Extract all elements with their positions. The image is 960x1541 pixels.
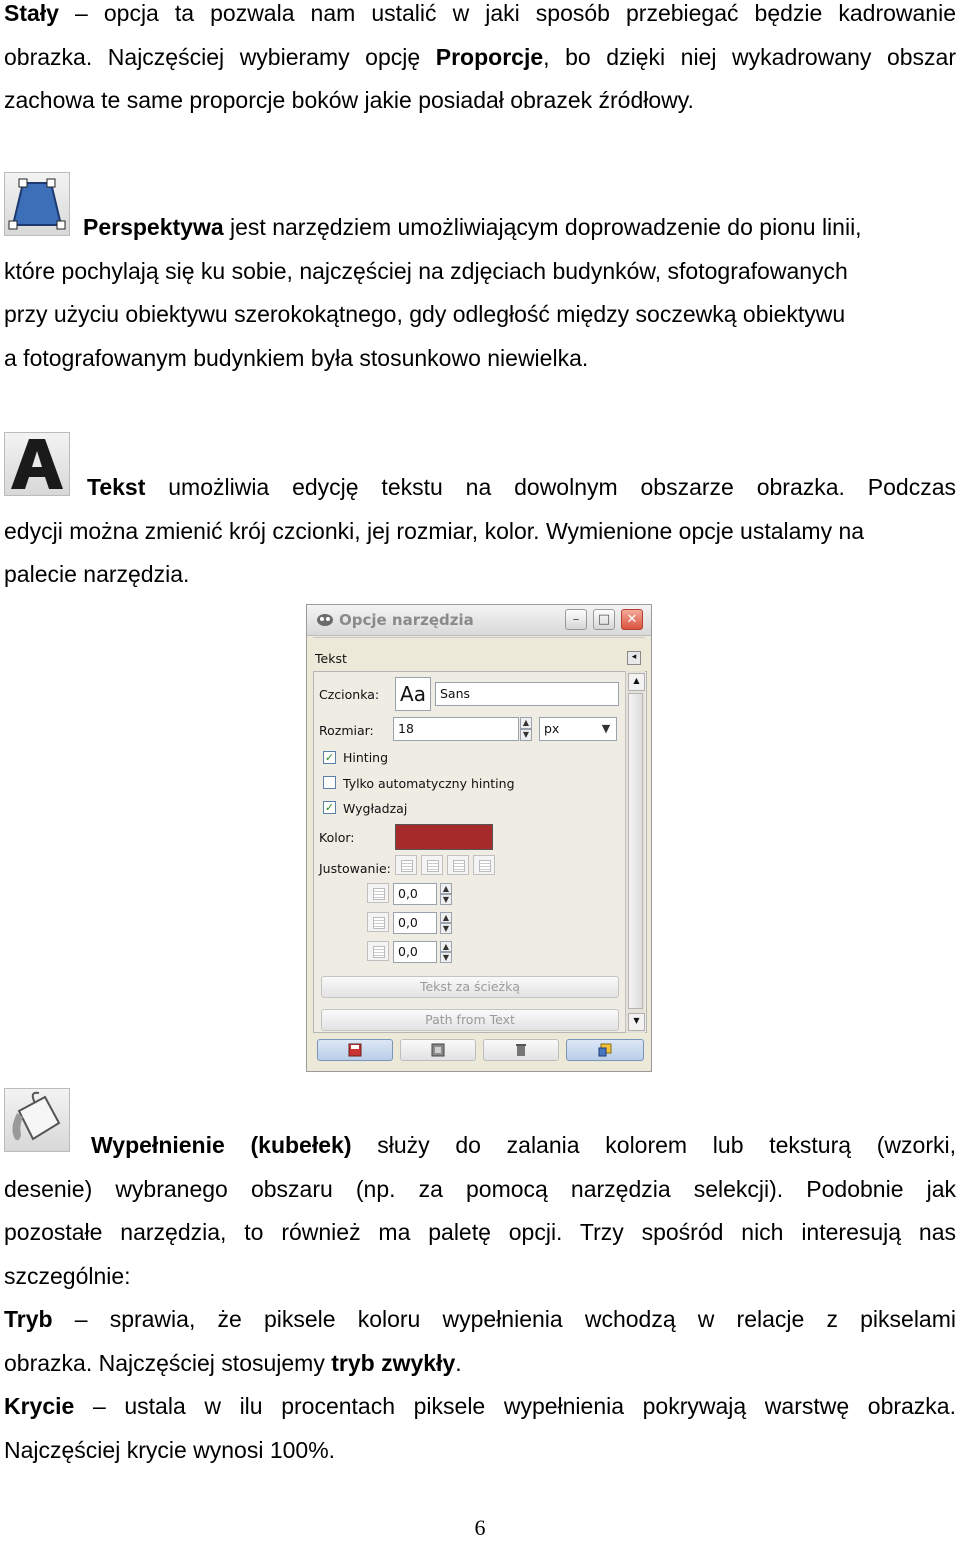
antialias-label: Wygładzaj — [343, 801, 408, 816]
size-spin-up[interactable]: ▲ — [520, 717, 532, 729]
text: – ustala w ilu procentach piksele wypełnienia pokrywają warstwę obrazka. — [74, 1393, 956, 1419]
text: , bo dzięki niej wykadrowany obszar — [543, 43, 956, 70]
indent-icon — [367, 883, 389, 903]
tool-name-label: Tekst — [315, 651, 347, 666]
reset-icon — [598, 1043, 612, 1057]
gimp-logo-icon — [315, 611, 335, 627]
paragraph-perspektywa — [4, 206, 956, 380]
save-options-button[interactable] — [317, 1039, 393, 1061]
color-label: Kolor: — [319, 830, 355, 845]
paragraph-line — [4, 1124, 956, 1168]
tool-options-window — [306, 604, 652, 1072]
paragraph-line: zachowa te same proporcje boków jakie posiadał obrazek źródłowy. — [4, 87, 694, 113]
size-label: Rozmiar: — [319, 723, 374, 738]
paragraph-krycie — [4, 1385, 956, 1472]
page-number: 6 — [474, 1515, 486, 1540]
paragraph-line — [4, 36, 956, 80]
maximize-button[interactable]: □ — [593, 609, 615, 630]
trash-icon — [515, 1043, 527, 1057]
paragraph-tekst — [4, 466, 956, 597]
window-titlebar[interactable] — [307, 605, 651, 636]
justify-left-button[interactable] — [395, 855, 417, 875]
text: jest narzędziem umożliwiającym doprowadzenie do pionu linii, — [223, 214, 862, 240]
paragraph-line: pozostałe narzędzia, to również ma paletę opcji. Trzy spośród nich interesują nas — [4, 1219, 956, 1245]
scroll-thumb[interactable] — [628, 693, 643, 1009]
term-tekst: Tekst — [87, 474, 146, 500]
justify-right-button[interactable] — [421, 855, 443, 875]
paragraph-line — [4, 1342, 956, 1386]
paragraph-line — [4, 466, 956, 510]
font-input[interactable]: Sans — [435, 682, 619, 706]
paragraph-line: a fotografowanym budynkiem była stosunkowo niewielka. — [4, 344, 589, 371]
paragraph-line — [4, 1385, 956, 1429]
paragraph-line — [4, 0, 956, 36]
text: – opcja ta pozwala nam ustalić w jaki sposób przebiegać będzie kadrowanie — [58, 0, 956, 26]
justify-fill-button[interactable] — [473, 855, 495, 875]
minimize-button[interactable]: – — [565, 609, 587, 630]
term-wypelnienie: Wypełnienie (kubełek) — [91, 1132, 352, 1158]
scroll-down-arrow[interactable]: ▼ — [628, 1013, 645, 1031]
term-perspektywa: Perspektywa — [83, 214, 224, 240]
autohint-checkbox[interactable] — [323, 776, 336, 789]
text-along-path-button[interactable]: Tekst za ścieżką — [321, 976, 619, 998]
antialias-checkbox[interactable]: ✓ — [324, 801, 335, 814]
reset-options-button[interactable] — [566, 1039, 644, 1061]
letter-spacing-spin-down[interactable]: ▼ — [440, 952, 452, 963]
term-tryb-zwykly: tryb zwykły — [331, 1349, 456, 1376]
font-preview-button[interactable]: Aa — [395, 677, 431, 711]
scrollbar[interactable] — [625, 671, 645, 1033]
paragraph-line: szczególnie: — [4, 1262, 131, 1289]
line-spacing-spin-down[interactable]: ▼ — [440, 923, 452, 934]
paragraph-line: które pochylają się ku sobie, najczęściej na zdjęciach budynków, sfotografowanych — [4, 257, 848, 284]
line-spacing-input[interactable]: 0,0 — [393, 912, 437, 934]
letter-spacing-icon — [367, 941, 389, 961]
size-spin-down[interactable]: ▼ — [520, 729, 532, 741]
line-spacing-icon — [367, 912, 389, 932]
term-krycie: Krycie — [4, 1393, 75, 1419]
window-title: Opcje narzędzia — [339, 611, 474, 629]
restore-options-button[interactable] — [400, 1039, 476, 1061]
text: – sprawia, że piksele koloru wypełnienia wchodzą w relacje z pikselami — [52, 1306, 956, 1332]
paragraph-line — [4, 1298, 956, 1342]
unit-select[interactable]: px — [539, 717, 617, 741]
letter-spacing-input[interactable]: 0,0 — [393, 941, 437, 963]
hinting-label: Hinting — [343, 750, 389, 765]
text: służy do zalania kolorem lub teksturą (wzorki, — [351, 1132, 956, 1158]
delete-options-button[interactable] — [483, 1039, 559, 1061]
paragraph-staly — [4, 0, 956, 123]
term-staly: Stały — [4, 0, 59, 26]
justify-center-button[interactable] — [447, 855, 469, 875]
hinting-checkbox[interactable]: ✓ — [324, 751, 335, 764]
text: obrazka. Najczęściej wybieramy opcję — [4, 43, 436, 70]
paragraph-wypelnienie — [4, 1124, 956, 1298]
save-icon — [348, 1043, 362, 1057]
size-input[interactable]: 18 — [393, 717, 519, 741]
term-proporcje: Proporcje — [435, 43, 544, 70]
line-spacing-spin-up[interactable]: ▲ — [440, 912, 452, 923]
paragraph-line: Najczęściej krycie wynosi 100%. — [4, 1436, 336, 1463]
indent-spin-up[interactable]: ▲ — [440, 883, 452, 894]
divider — [313, 637, 645, 638]
color-swatch-button[interactable] — [395, 824, 493, 850]
text: . — [455, 1349, 462, 1376]
paragraph-tryb — [4, 1298, 956, 1385]
scroll-up-arrow[interactable]: ▲ — [628, 673, 645, 691]
path-from-text-button[interactable]: Path from Text — [321, 1009, 619, 1031]
indent-spin-down[interactable]: ▼ — [440, 894, 452, 905]
indent-input[interactable]: 0,0 — [393, 883, 437, 905]
close-button[interactable]: ✕ — [621, 609, 643, 630]
text: umożliwia edycję tekstu na dowolnym obszarze obrazka. Podczas — [145, 474, 956, 500]
term-tryb: Tryb — [4, 1306, 53, 1332]
paragraph-line: przy użyciu obiektywu szerokokątnego, gdy odległość między soczewką obiektywu — [4, 301, 846, 327]
autohint-label: Tylko automatyczny hinting — [343, 776, 515, 791]
restore-icon — [431, 1043, 445, 1057]
text: obrazka. Najczęściej stosujemy — [4, 1349, 332, 1376]
paragraph-line — [4, 206, 956, 250]
letter-spacing-spin-up[interactable]: ▲ — [440, 941, 452, 952]
tab-menu-icon[interactable]: ◂ — [627, 651, 641, 665]
justify-label: Justowanie: — [319, 861, 391, 876]
paragraph-line: edycji można zmienić krój czcionki, jej rozmiar, kolor. Wymienione opcje ustalamy na — [4, 517, 865, 544]
font-label: Czcionka: — [319, 687, 380, 702]
paragraph-line: palecie narzędzia. — [4, 561, 190, 587]
paragraph-line: desenie) wybranego obszaru (np. za pomocą narzędzia selekcji). Podobnie jak — [4, 1175, 956, 1202]
chevron-down-icon[interactable]: ▼ — [601, 722, 611, 735]
